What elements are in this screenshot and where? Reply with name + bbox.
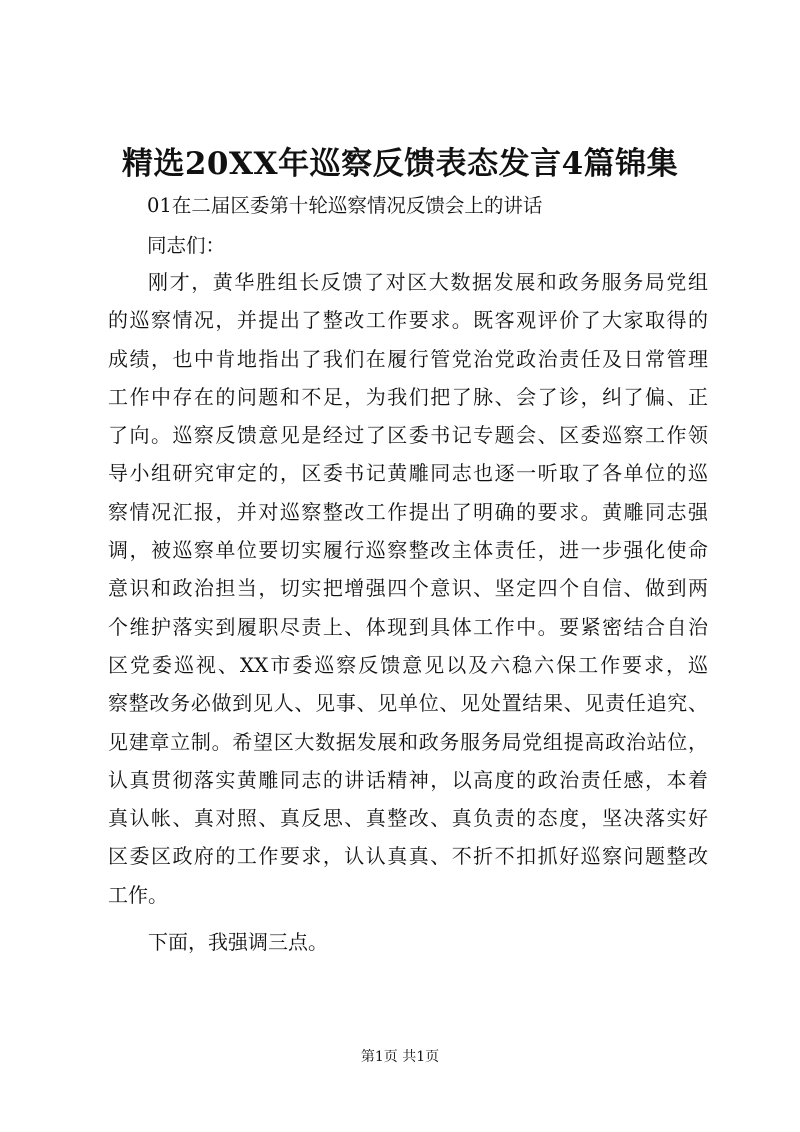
paragraph-line: 个维护落实到履职尽责上、体现到具体工作中。要紧密结合自治 <box>108 614 708 639</box>
paragraph-line: 的巡察情况，并提出了整改工作要求。既客观评价了大家取得的 <box>108 308 708 333</box>
paragraph-line: 区委区政府的工作要求，认认真真、不折不扣抓好巡察问题整改 <box>108 844 708 869</box>
body-paragraph <box>108 263 708 914</box>
page-title: 精选20XX年巡察反馈表态发言4篇锦集 <box>121 146 679 182</box>
paragraph-line: 见建章立制。希望区大数据发展和政务服务局党组提高政治站位， <box>108 729 708 754</box>
paragraph-line: 察整改务必做到见人、见事、见单位、见处置结果、见责任追究、 <box>108 691 708 716</box>
paragraph-line: 认真贯彻落实黄雕同志的讲话精神，以高度的政治责任感，本着 <box>108 767 708 792</box>
paragraph-line: 工作。 <box>108 882 168 907</box>
paragraph-line: 成绩，也中肯地指出了我们在履行管党治党政治责任及日常管理 <box>108 346 708 371</box>
speech-subtitle: 01在二届区委第十轮巡察情况反馈会上的讲话 <box>147 194 543 217</box>
paragraph-line: 刚才，黄华胜组长反馈了对区大数据发展和政务服务局党组 <box>148 270 708 294</box>
paragraph-line: 区党委巡视、XX市委巡察反馈意见以及六稳六保工作要求，巡 <box>108 652 708 677</box>
page-footer: 第1页 共1页 <box>360 1049 440 1065</box>
paragraph-line: 真认帐、真对照、真反思、真整改、真负责的态度，坚决落实好 <box>108 806 708 831</box>
paragraph-line: 察情况汇报，并对巡察整改工作提出了明确的要求。黄雕同志强 <box>108 499 708 524</box>
closing-paragraph: 下面，我强调三点。 <box>148 930 328 954</box>
paragraph-line: 工作中存在的问题和不足，为我们把了脉、会了诊，纠了偏、正 <box>108 384 708 409</box>
paragraph-line: 导小组研究审定的，区委书记黄雕同志也逐一听取了各单位的巡 <box>108 461 708 486</box>
paragraph-line: 调，被巡察单位要切实履行巡察整改主体责任，进一步强化使命 <box>108 538 708 563</box>
paragraph-line: 了向。巡察反馈意见是经过了区委书记专题会、区委巡察工作领 <box>108 423 708 448</box>
paragraph-line: 意识和政治担当，切实把增强四个意识、坚定四个自信、做到两 <box>108 576 708 601</box>
salutation: 同志们： <box>147 234 226 257</box>
